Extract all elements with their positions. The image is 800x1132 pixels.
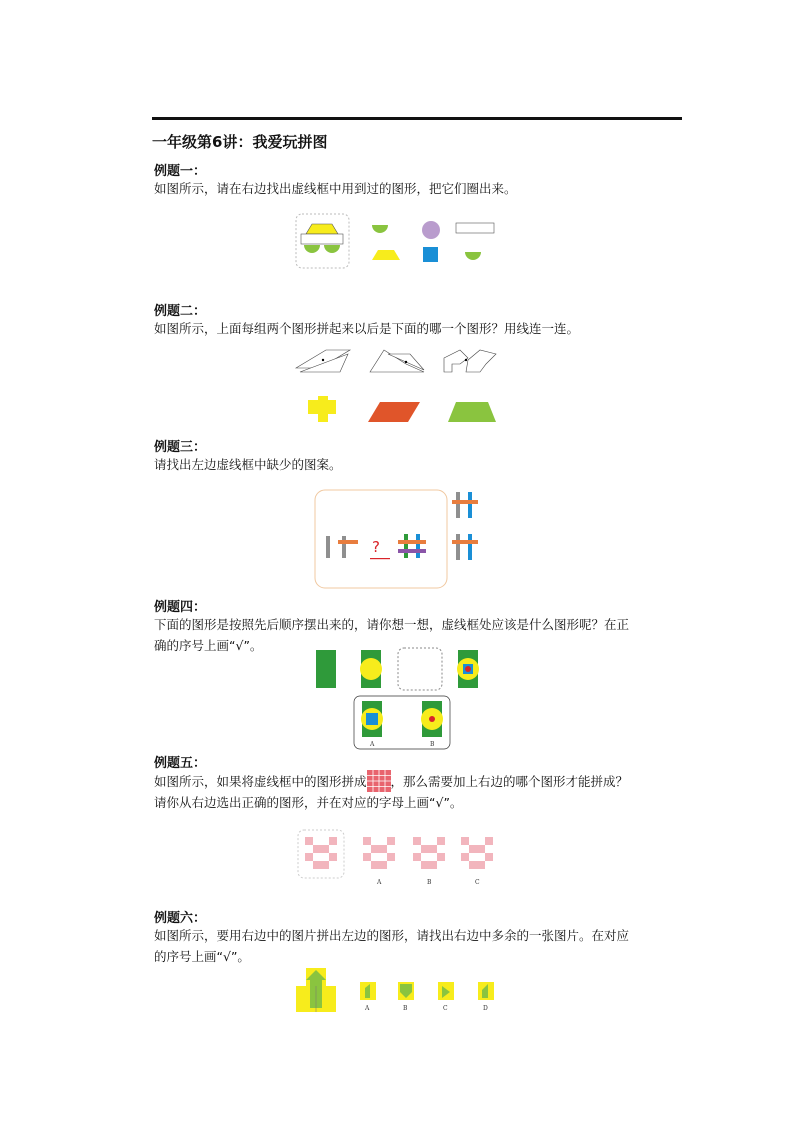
example-6-text-2: 的序号上画“√”。 [154, 949, 250, 964]
example-3-heading: 例题三： [154, 440, 207, 455]
ex6-label-c: C [443, 1005, 448, 1012]
example-4-figure [310, 646, 490, 752]
example-6-text-1: 如图所示，要用右边中的图片拼出左边的图形，请找出右边中多余的一张图片。在对应 [154, 928, 630, 943]
example-2-heading: 例题二： [154, 304, 207, 319]
example-3-text: 请找出左边虚线框中缺少的图案。 [154, 457, 342, 472]
example-5-heading: 例题五： [154, 756, 207, 771]
ex5-label-b: B [427, 879, 432, 886]
ex4-label-b: B [430, 741, 435, 748]
question-mark: ? [372, 538, 380, 556]
example-2-text: 如图所示，上面每组两个图形拼起来以后是下面的哪一个图形？用线连一连。 [154, 321, 580, 336]
page-title: 一年级第6讲：我爱玩拼图 [152, 133, 328, 151]
example-4-heading: 例题四： [154, 600, 207, 615]
example-5-text-1: 如图所示，如果将虚线框中的图形拼成 ，那么需要加上右边的哪个图形才能拼成？ [154, 770, 694, 792]
example-4-text-1: 下面的图形是按照先后顺序摆出来的，请你想一想，虚线框处应该是什么图形呢？在正 [154, 617, 630, 632]
example-5-text-2: 请你从右边选出正确的图形，并在对应的字母上画“√”。 [154, 795, 463, 810]
example-6-heading: 例题六： [154, 911, 207, 926]
example-2-figure [290, 344, 510, 429]
example-1-text: 如图所示，请在右边找出虚线框中用到过的图形，把它们圈出来。 [154, 181, 517, 196]
ex6-label-b: B [403, 1005, 408, 1012]
ex5-label-c: C [475, 879, 480, 886]
target-grid-icon [367, 770, 391, 792]
ex6-label-d: D [483, 1005, 488, 1012]
example-1-heading: 例题一： [154, 164, 207, 179]
example-4-text-2: 确的序号上画“√”。 [154, 638, 263, 653]
ex5-label-a: A [377, 879, 382, 886]
ex4-label-a: A [370, 741, 375, 748]
example-5-figure [295, 828, 505, 890]
example-3-figure [310, 488, 490, 592]
example-1-figure [290, 210, 510, 272]
top-rule [152, 117, 682, 120]
ex6-label-a: A [365, 1005, 370, 1012]
example-6-figure [292, 964, 508, 1016]
